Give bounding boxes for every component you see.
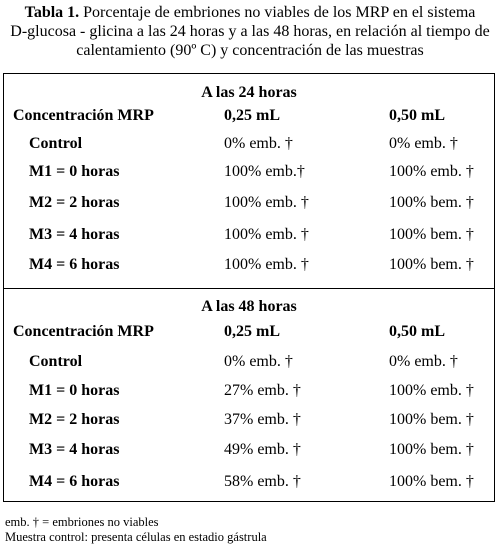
- header-col-050: 0,50 mL: [389, 323, 445, 340]
- row-label: M2 = 2 horas: [29, 411, 120, 428]
- cell-050: 100% bem. †: [389, 473, 474, 490]
- table-row: [4, 410, 494, 430]
- header-col-025: 0,25 mL: [224, 323, 280, 340]
- row-label: M3 = 4 horas: [29, 226, 120, 243]
- cell-025: 58% emb. †: [224, 473, 301, 490]
- cell-050: 100% bem. †: [389, 411, 474, 428]
- table-row: [4, 440, 494, 460]
- cell-025: 100% emb. †: [224, 256, 309, 273]
- section-24h-title: A las 24 horas: [201, 84, 297, 101]
- row-label: M3 = 4 horas: [29, 441, 120, 458]
- cell-050: 0% emb. †: [389, 135, 458, 152]
- cell-025: 100% emb. †: [224, 194, 309, 211]
- row-label: M1 = 0 horas: [29, 382, 120, 399]
- table-row: [4, 472, 494, 492]
- table-row: [4, 134, 494, 154]
- header-col-050: 0,50 mL: [389, 107, 445, 124]
- row-label: M2 = 2 horas: [29, 194, 120, 211]
- header-concentration-label: Concentración MRP: [13, 323, 154, 340]
- results-table: [3, 73, 495, 502]
- table-row: [4, 193, 494, 213]
- row-label: M4 = 6 horas: [29, 473, 120, 490]
- footnote-control: Muestra control: presenta células en estadio gástrula: [5, 530, 267, 544]
- cell-025: 100% emb.†: [224, 163, 305, 180]
- row-label: M4 = 6 horas: [29, 256, 120, 273]
- table-row: [4, 255, 494, 275]
- caption-line-3: calentamiento (90º C) y concentración de las muestras: [76, 42, 424, 59]
- table-row: [4, 381, 494, 401]
- cell-025: 37% emb. †: [224, 411, 301, 428]
- cell-025: 0% emb. †: [224, 353, 293, 370]
- row-label: Control: [29, 135, 83, 152]
- section-24h-header-row: [4, 106, 494, 126]
- caption-line-2: D-glucosa - glicina a las 24 horas y a las 48 horas, en relación al tiempo de: [10, 23, 490, 40]
- table-caption: [0, 3, 500, 60]
- header-concentration-label: Concentración MRP: [13, 107, 154, 124]
- row-label: M1 = 0 horas: [29, 163, 120, 180]
- cell-025: 0% emb. †: [224, 135, 293, 152]
- cell-050: 100% bem. †: [389, 226, 474, 243]
- section-48h-title: A las 48 horas: [201, 298, 297, 315]
- cell-050: 100% emb. †: [389, 163, 474, 180]
- caption-line-1: [0, 3, 500, 22]
- cell-050: 100% bem. †: [389, 256, 474, 273]
- cell-050: 0% emb. †: [389, 353, 458, 370]
- cell-025: 100% emb. †: [224, 226, 309, 243]
- cell-050: 100% bem. †: [389, 441, 474, 458]
- cell-025: 27% emb. †: [224, 382, 301, 399]
- cell-025: 49% emb. †: [224, 441, 301, 458]
- caption-text-1: Porcentaje de embriones no viables de los MRP en el sistema: [83, 4, 476, 21]
- table-row: [4, 225, 494, 245]
- caption-label: Tabla 1.: [24, 4, 80, 21]
- table-footnotes: [5, 515, 267, 545]
- header-col-025: 0,25 mL: [224, 107, 280, 124]
- table-row: [4, 352, 494, 372]
- row-label: Control: [29, 353, 83, 370]
- cell-050: 100% emb. †: [389, 382, 474, 399]
- section-48h-header-row: [4, 322, 494, 342]
- section-divider: [4, 288, 494, 289]
- table-row: [4, 162, 494, 182]
- cell-050: 100% bem. †: [389, 194, 474, 211]
- footnote-legend: emb. † = embriones no viables: [5, 515, 159, 529]
